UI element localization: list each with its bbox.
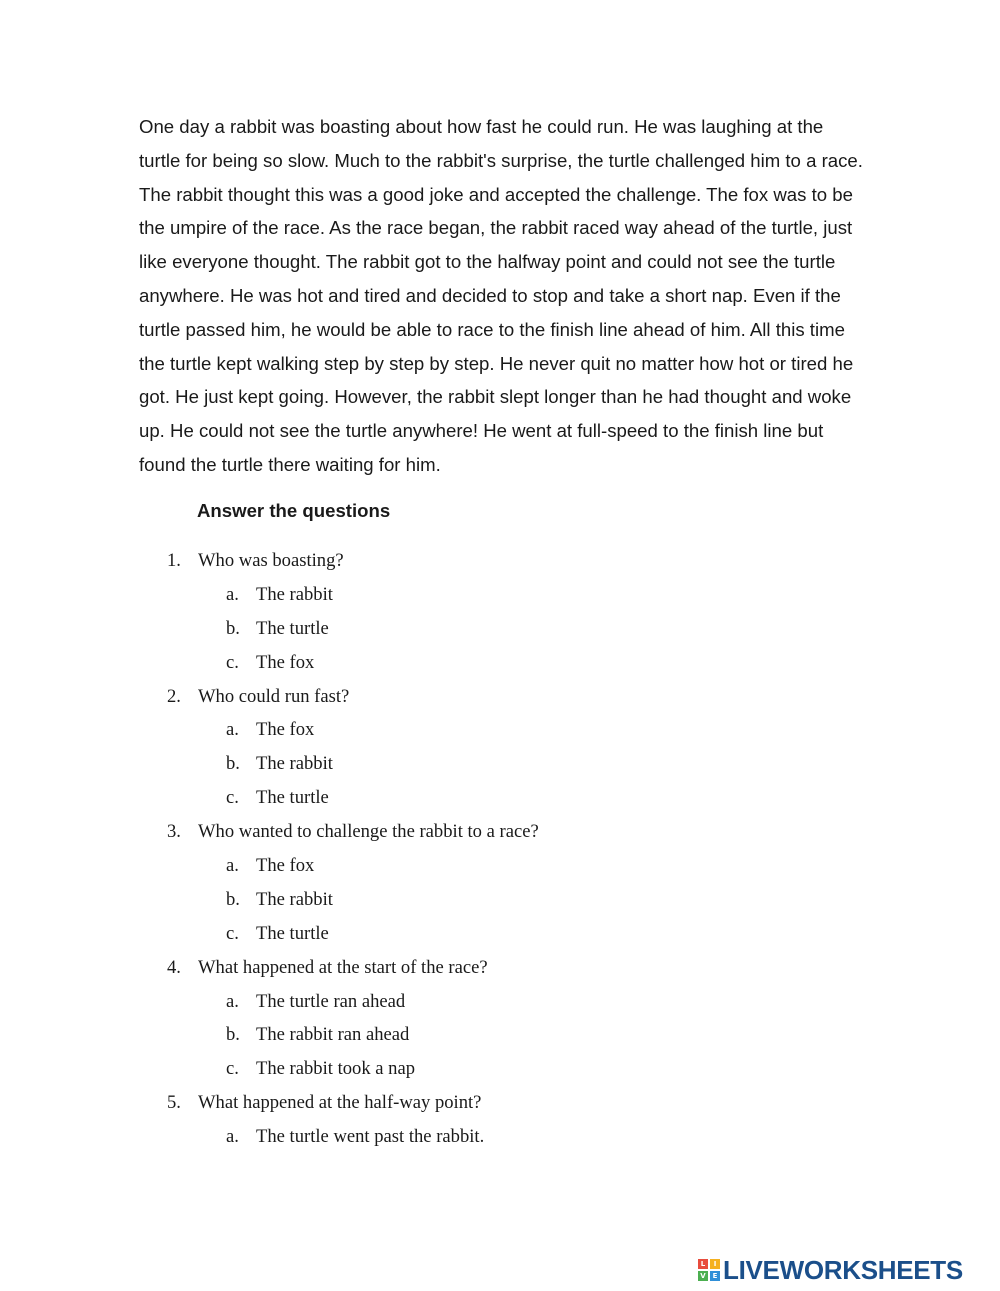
answer-option[interactable] bbox=[0, 781, 1000, 815]
logo-mark-cell: E bbox=[710, 1271, 720, 1281]
liveworksheets-logo bbox=[698, 1255, 963, 1285]
option-text: The fox bbox=[256, 719, 315, 741]
answer-options bbox=[0, 985, 1000, 1087]
logo-mark-cell: V bbox=[698, 1271, 708, 1281]
answer-option[interactable] bbox=[0, 612, 1000, 646]
instructions-heading: Answer the questions bbox=[197, 500, 391, 521]
option-text: The fox bbox=[256, 855, 315, 877]
answer-option[interactable] bbox=[0, 713, 1000, 747]
answer-option[interactable] bbox=[0, 578, 1000, 612]
option-text: The turtle ran ahead bbox=[256, 990, 406, 1012]
answer-options bbox=[0, 578, 1000, 680]
question-number: 1. bbox=[167, 550, 181, 571]
option-letter: a. bbox=[226, 583, 239, 605]
question-row bbox=[0, 680, 1000, 714]
question-text: Who could run fast? bbox=[198, 685, 350, 707]
question-text: Who wanted to challenge the rabbit to a race? bbox=[198, 821, 539, 843]
option-text: The turtle went past the rabbit. bbox=[256, 1126, 485, 1148]
question-item bbox=[0, 815, 1000, 951]
option-text: The rabbit bbox=[256, 888, 333, 910]
question-number: 4. bbox=[167, 956, 181, 978]
question-item bbox=[0, 951, 1000, 1087]
answer-option[interactable] bbox=[0, 1052, 1000, 1086]
option-text: The turtle bbox=[256, 617, 329, 639]
option-letter: a. bbox=[226, 990, 239, 1012]
answer-option[interactable] bbox=[0, 1018, 1000, 1052]
option-letter: a. bbox=[226, 719, 239, 741]
answer-option[interactable] bbox=[0, 1120, 1000, 1154]
answer-option[interactable] bbox=[0, 917, 1000, 951]
option-letter: c. bbox=[226, 922, 239, 944]
question-number: 5. bbox=[167, 1092, 181, 1114]
option-letter: c. bbox=[226, 787, 239, 809]
answer-option[interactable] bbox=[0, 883, 1000, 917]
answer-options bbox=[0, 1120, 1000, 1154]
question-list bbox=[0, 544, 1000, 1154]
answer-option[interactable] bbox=[0, 849, 1000, 883]
option-text: The rabbit took a nap bbox=[256, 1058, 416, 1080]
question-row bbox=[0, 544, 1000, 578]
question-item bbox=[0, 544, 1000, 680]
option-letter: a. bbox=[226, 855, 239, 877]
option-letter: b. bbox=[226, 617, 240, 639]
answer-option[interactable] bbox=[0, 646, 1000, 680]
answer-options bbox=[0, 713, 1000, 815]
question-number: 2. bbox=[167, 685, 181, 707]
option-letter: c. bbox=[226, 1058, 239, 1080]
option-text: The rabbit ran ahead bbox=[256, 1024, 410, 1046]
logo-mark-cell: L bbox=[698, 1259, 708, 1269]
question-number: 3. bbox=[167, 821, 181, 843]
question-row bbox=[0, 951, 1000, 985]
option-letter: c. bbox=[226, 651, 239, 673]
question-text: What happened at the start of the race? bbox=[198, 956, 488, 978]
answer-option[interactable] bbox=[0, 747, 1000, 781]
question-item bbox=[0, 1086, 1000, 1154]
option-text: The turtle bbox=[256, 787, 329, 809]
option-text: The rabbit bbox=[256, 583, 333, 605]
option-text: The rabbit bbox=[256, 753, 333, 775]
question-row bbox=[0, 1086, 1000, 1120]
option-letter: b. bbox=[226, 753, 240, 775]
logo-mark-cell: I bbox=[710, 1259, 720, 1269]
question-item bbox=[0, 680, 1000, 816]
question-text: Who was boasting? bbox=[198, 550, 344, 571]
question-text: What happened at the half-way point? bbox=[198, 1092, 482, 1114]
story-passage: One day a rabbit was boasting about how fast he could run. He was laughing at the turtle for being so slow. Much to the rabbit's surprise, the turtle challenged him to a race. The rabbit thought this was a good joke and accepted the challenge. The fox was to be the umpire of the race. As the race began, the rabbit raced way ahead of the turtle, just like everyone thought. The rabbit got to the halfway point and could not see the turtle anywhere. He was hot and tired and decided to stop and take a short nap. Even if the turtle passed him, he would be able to race to the finish line ahead of him. All this time the turtle kept walking step by step by step. He never quit no matter how hot or tired he got. He just kept going. However, the rabbit slept longer than he had thought and woke up. He could not see the turtle anywhere! He went at full-speed to the finish line but found the turtle there waiting for him. bbox=[139, 116, 863, 475]
question-row bbox=[0, 815, 1000, 849]
option-letter: b. bbox=[226, 888, 240, 910]
option-letter: a. bbox=[226, 1126, 239, 1148]
option-text: The turtle bbox=[256, 922, 329, 944]
logo-text: LIVEWORKSHEETS bbox=[723, 1254, 963, 1285]
option-text: The fox bbox=[256, 651, 315, 673]
answer-option[interactable] bbox=[0, 985, 1000, 1019]
logo-mark-icon bbox=[698, 1259, 720, 1281]
answer-options bbox=[0, 849, 1000, 951]
option-letter: b. bbox=[226, 1024, 240, 1046]
